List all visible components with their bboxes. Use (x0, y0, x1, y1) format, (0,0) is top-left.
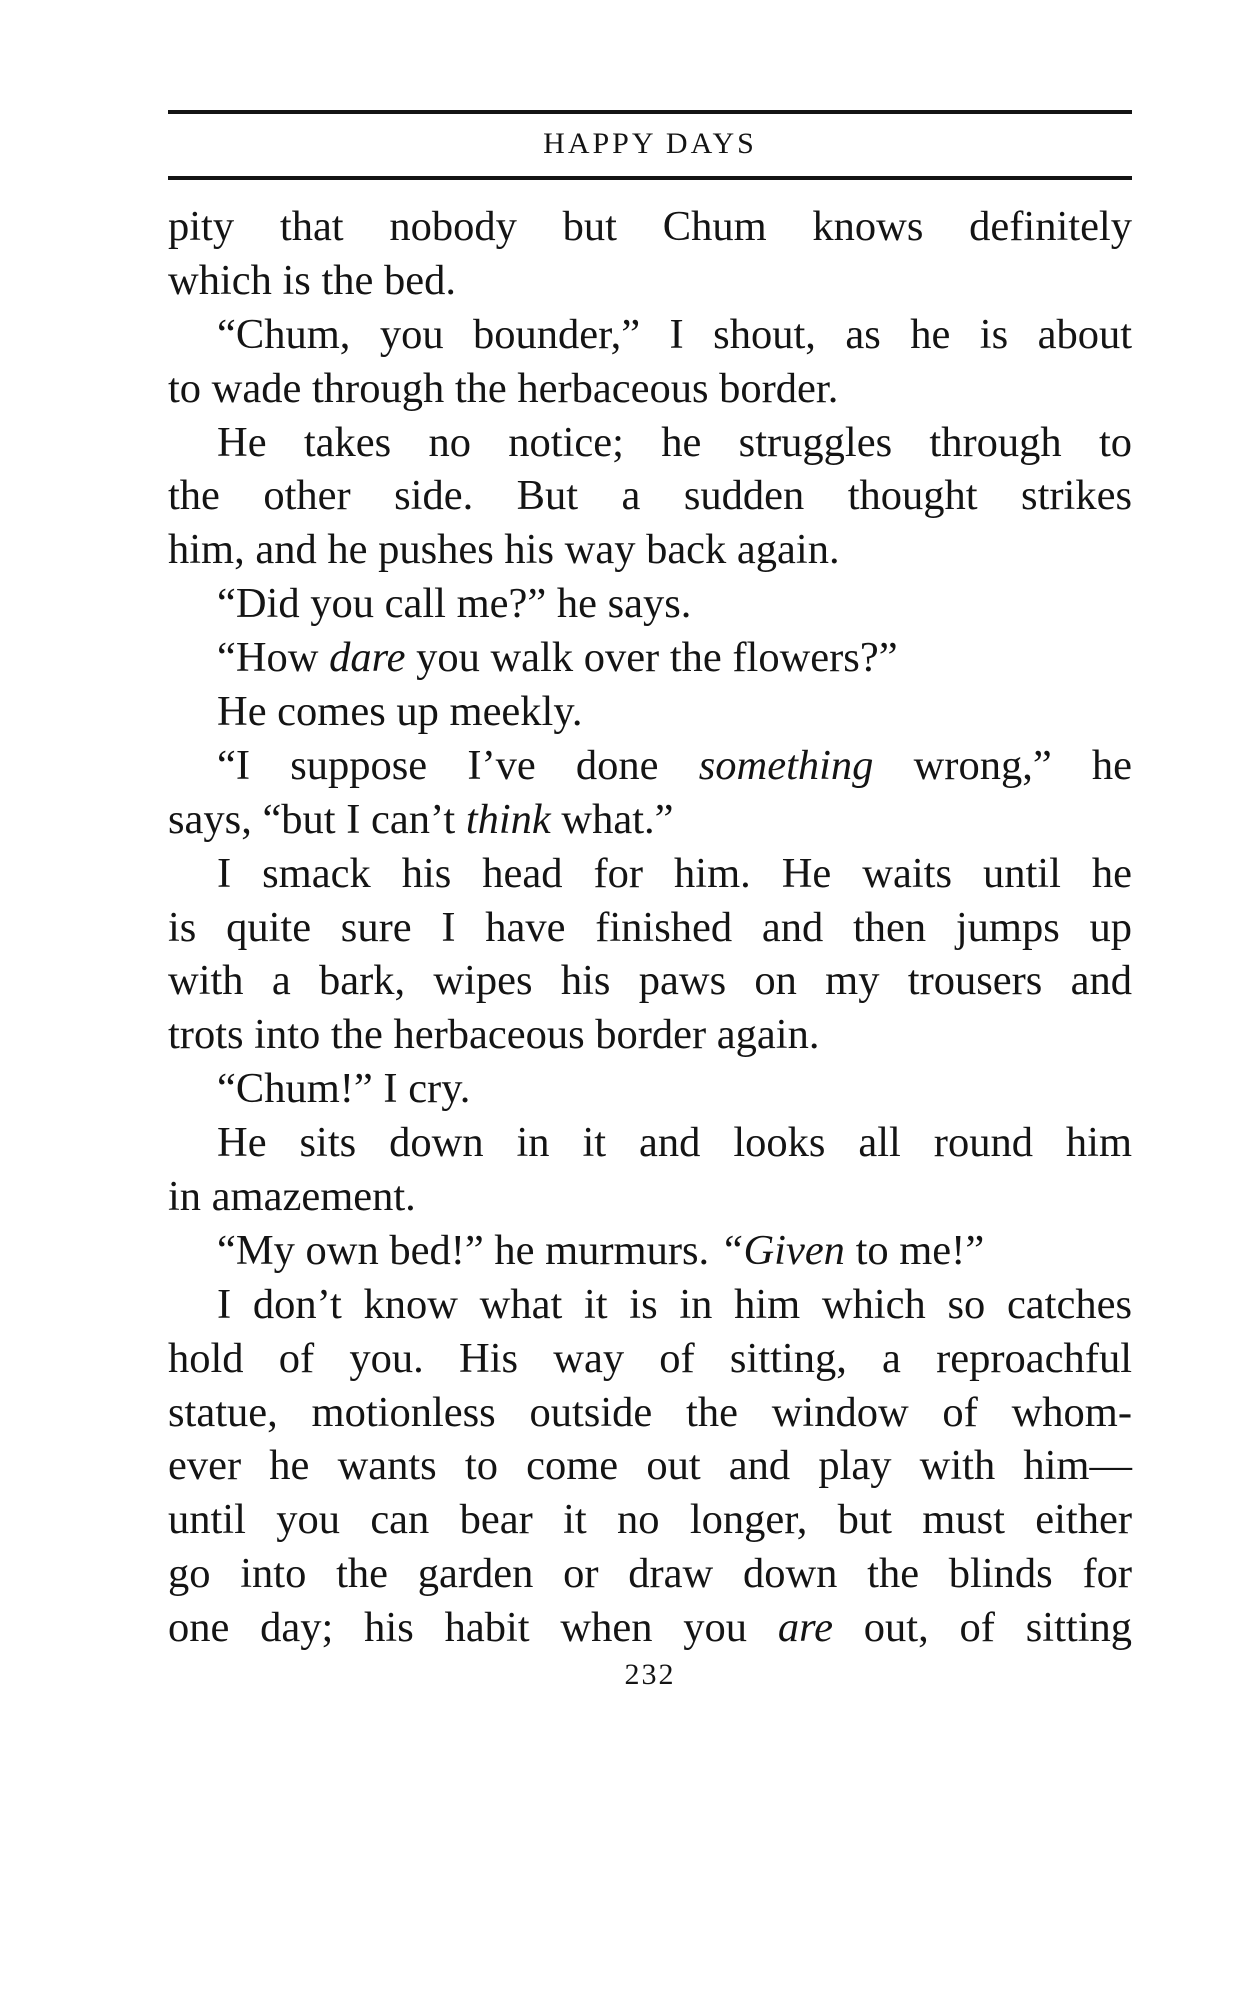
text-line (168, 523, 1132, 577)
text-line (168, 1116, 1132, 1170)
text-segment: which is the bed. (168, 256, 456, 304)
text-segment: wrong,” he (873, 741, 1132, 789)
italic-text: something (698, 741, 874, 789)
text-segment: pity that nobody but Chum knows definitely (168, 203, 1132, 250)
text-line (168, 954, 1132, 1008)
text-segment: him, and he pushes his way back again. (168, 526, 840, 574)
text-segment: “Did you call me?” he says. (217, 580, 692, 628)
italic-text: “Given (719, 1226, 845, 1274)
text-line (168, 685, 1132, 739)
running-head: HAPPY DAYS (543, 127, 757, 160)
text-segment: trots into the herbaceous border again. (168, 1011, 820, 1059)
text-segment: “Chum!” I cry. (217, 1065, 471, 1113)
text-line (168, 1062, 1132, 1116)
text-line (168, 739, 1132, 793)
text-line (168, 1601, 1132, 1655)
italic-text: dare (329, 634, 406, 682)
text-segment: “I suppose I’ve done (217, 741, 699, 789)
text-line (168, 1547, 1132, 1601)
italic-text: think (465, 795, 551, 843)
text-segment: says, “but I can’t (168, 795, 466, 843)
body-text (168, 200, 1132, 1655)
text-segment: until you can bear it no longer, but must either (168, 1496, 1132, 1544)
text-segment: “Chum, you bounder,” I shout, as he is about (217, 310, 1132, 358)
text-segment: the other side. But a sudden thought strikes (168, 472, 1132, 520)
text-line (168, 1170, 1132, 1224)
text-line (168, 577, 1132, 631)
text-line (168, 1332, 1132, 1386)
text-segment: one day; his habit when you (168, 1604, 778, 1652)
text-segment: is quite sure I have finished and then jumps up (168, 903, 1132, 951)
text-segment: hold of you. His way of sitting, a reproachful (168, 1334, 1132, 1382)
text-line (168, 416, 1132, 470)
text-segment: what.” (550, 795, 674, 843)
text-segment: “How (217, 634, 330, 682)
text-segment: He sits down in it and looks all round him (217, 1119, 1132, 1167)
book-page (168, 110, 1132, 1695)
text-segment: out, of sitting (832, 1604, 1133, 1652)
header-rule-bottom (168, 176, 1132, 180)
text-line (168, 200, 1132, 254)
text-segment: go into the garden or draw down the blinds for (168, 1550, 1132, 1598)
text-line (168, 901, 1132, 955)
text-line (168, 362, 1132, 416)
text-segment: He takes no notice; he struggles through to (217, 418, 1132, 466)
text-line (168, 793, 1132, 847)
text-segment: you walk over the flowers?” (405, 634, 898, 682)
text-line (168, 1008, 1132, 1062)
text-segment: He comes up meekly. (217, 688, 583, 736)
text-line (168, 308, 1132, 362)
text-segment: to me!” (844, 1226, 985, 1274)
text-line (168, 1493, 1132, 1547)
text-line (168, 1439, 1132, 1493)
text-line (168, 1278, 1132, 1332)
text-segment: in amazement. (168, 1173, 416, 1221)
text-line (168, 469, 1132, 523)
text-segment: with a bark, wipes his paws on my trousers and (168, 957, 1132, 1005)
text-segment: I don’t know what it is in him which so catches (217, 1280, 1132, 1328)
italic-text: are (777, 1604, 833, 1652)
text-segment: “My own bed!” he murmurs. (217, 1226, 720, 1274)
text-line (168, 847, 1132, 901)
page-number: 232 (624, 1658, 676, 1692)
text-line (168, 254, 1132, 308)
text-line (168, 1386, 1132, 1440)
text-line (168, 631, 1132, 685)
text-segment: ever he wants to come out and play with him— (168, 1442, 1132, 1490)
text-segment: I smack his head for him. He waits until he (217, 849, 1132, 897)
text-segment: to wade through the herbaceous border. (168, 364, 839, 412)
text-line (168, 1224, 1132, 1278)
text-segment: statue, motionless outside the window of whom- (168, 1388, 1132, 1436)
